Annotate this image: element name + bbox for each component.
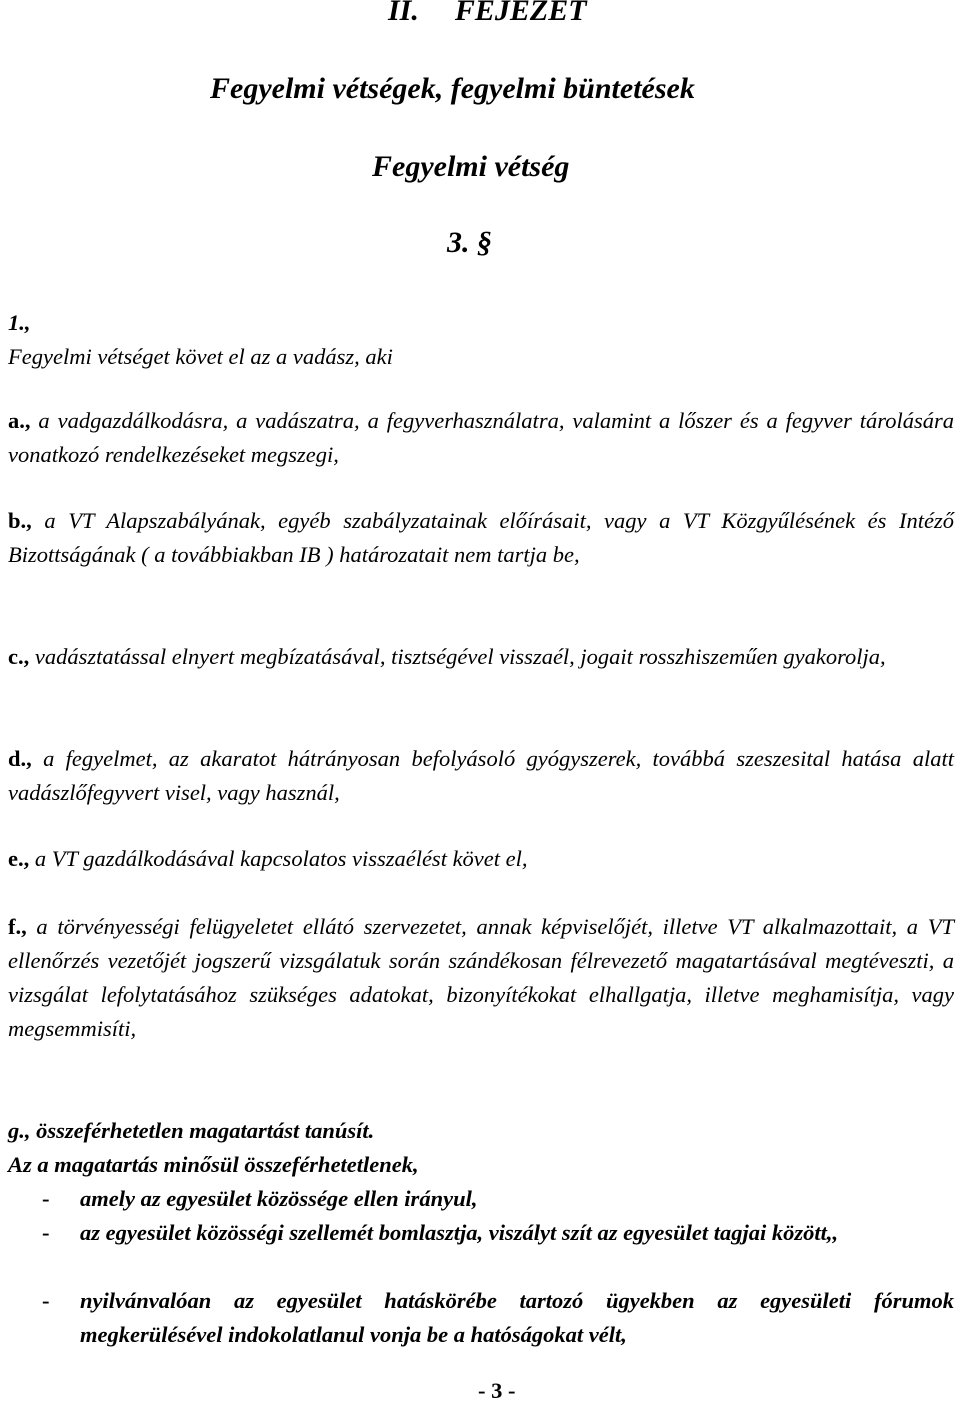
item-f (8, 910, 954, 1046)
item-label: e., (8, 846, 30, 871)
bullet-dash: - (42, 1288, 50, 1313)
bullet-dash: - (42, 1220, 50, 1245)
item-a (8, 404, 954, 472)
incompat-intro: Az a magatartás minősül összeférhetetlenek, (8, 1152, 419, 1177)
item-d (8, 742, 954, 810)
item-b (8, 504, 954, 572)
item-label: f., (8, 914, 27, 939)
item-e (8, 842, 954, 876)
item-label: g., (8, 1118, 31, 1143)
item-text: a vadgazdálkodásra, a vadászatra, a fegyverhasználatra, valamint a lőszer és a fegyver tárolására vonatkozó rendelkezéseket megszegi, (8, 408, 954, 467)
bullet-text: az egyesület közösségi szellemét bomlasztja, viszályt szít az egyesület tagjai között,, (80, 1220, 839, 1245)
chapter-title: Fegyelmi vétségek, fegyelmi büntetések (210, 72, 695, 105)
chapter-number: II. (388, 0, 419, 27)
bullet-item (42, 1284, 954, 1352)
item-text: összeférhetetlen magatartást tanúsít. (30, 1118, 375, 1143)
chapter-word: FEJEZET (454, 0, 587, 27)
bullet-text: amely az egyesület közössége ellen irányul, (80, 1186, 478, 1211)
item-text: a törvényességi felügyeletet ellátó szervezetet, annak képviselőjét, illetve VT alkalmazottait, a VT ellenőrzés vezetőjét jogszerű vizsgálatuk során szándékosan félrevezető magatartásával megtéveszti, a vizsgálat lefolytatásához szükséges adatokat, bizonyítékokat elhallgatja, illetve meghamisítja, vagy megsemmisíti, (8, 914, 954, 1041)
item-text: vadásztatással elnyert megbízatásával, tisztségével visszaél, jogait rosszhiszeműen gyakorolja, (29, 644, 886, 669)
item-c (8, 640, 954, 674)
chapter-heading (388, 0, 587, 28)
item-text: a VT gazdálkodásával kapcsolatos visszaélést követ el, (29, 846, 528, 871)
bullet-item (42, 1182, 954, 1216)
page-number: - 3 - (478, 1378, 516, 1403)
section-subtitle: Fegyelmi vétség (372, 150, 570, 183)
paragraph-intro: Fegyelmi vétséget követ el az a vadász, aki (8, 344, 393, 369)
bullet-text: nyilvánvalóan az egyesület hatáskörébe tartozó ügyekben az egyesületi fórumok megkerülésével indokolatlanul vonja be a hatóságokat vélt, (80, 1288, 954, 1347)
paragraph-number: 1., (8, 310, 31, 335)
item-label: a., (8, 408, 31, 433)
item-text: a VT Alapszabályának, egyéb szabályzatainak előírásait, vagy a VT Közgyűlésének és Intéző Bizottságának ( a továbbiakban IB ) határozatait nem tartja be, (8, 508, 954, 567)
bullet-dash: - (42, 1186, 50, 1211)
item-g (8, 1114, 954, 1148)
item-label: d., (8, 746, 32, 771)
item-label: c., (8, 644, 30, 669)
item-label: b., (8, 508, 32, 533)
section-number: 3. § (447, 226, 492, 259)
item-text: a fegyelmet, az akaratot hátrányosan befolyásoló gyógyszerek, továbbá szeszesital hatása alatt vadászlőfegyvert visel, vagy használ, (8, 746, 954, 805)
bullet-item (42, 1216, 954, 1284)
